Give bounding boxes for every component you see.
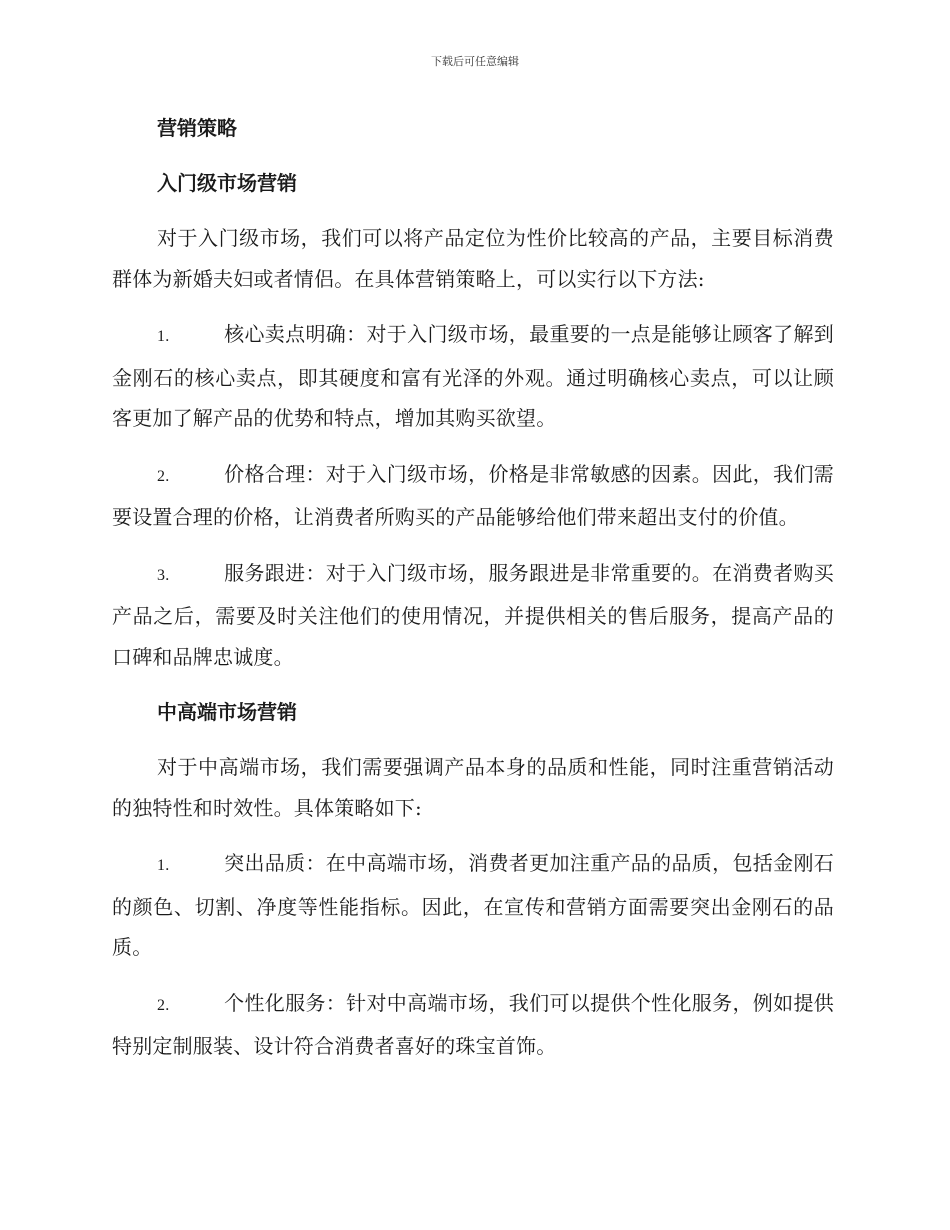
page-header-note: 下载后可任意编辑 [431, 55, 519, 68]
entry-market-heading: 入门级市场营销 [157, 171, 297, 195]
list-text: 价格合理：对于入门级市场，价格是非常敏感的因素。因此，我们需要设置合理的价格，让消费者所购买的产品能够给他们带来超出支付的价值。 [112, 461, 834, 529]
list-number: 1. [157, 857, 170, 874]
list-item [112, 454, 834, 538]
list-text: 突出品质：在中高端市场，消费者更加注重产品的品质，包括金刚石的颜色、切割、净度等性能指标。因此，在宣传和营销方面需要突出金刚石的品质。 [112, 851, 834, 959]
list-item [112, 314, 834, 439]
list-number: 3. [157, 566, 170, 584]
list-text: 个性化服务：针对中高端市场，我们可以提供个性化服务，例如提供特别定制服装、设计符合消费者喜好的珠宝首饰。 [112, 990, 834, 1058]
list-item [112, 983, 834, 1067]
entry-market-intro: 对于入门级市场，我们可以将产品定位为性价比较高的产品，主要目标消费群体为新婚夫妇或者情侣。在具体营销策略上，可以实行以下方法: [112, 226, 834, 291]
list-item [112, 553, 834, 678]
list-text: 核心卖点明确：对于入门级市场，最重要的一点是能够让顾客了解到金刚石的核心卖点，即其硬度和富有光泽的外观。通过明确核心卖点，可以让顾客更加了解产品的优势和特点，增加其购买欲望。 [112, 322, 834, 430]
list-number: 2. [157, 996, 170, 1014]
section-title: 营销策略 [157, 116, 237, 140]
list-number: 1. [157, 328, 170, 345]
list-item [112, 843, 834, 968]
premium-market-intro: 对于中高端市场，我们需要强调产品本身的品质和性能，同时注重营销活动的独特性和时效性。具体策略如下: [112, 755, 834, 820]
premium-market-heading: 中高端市场营销 [157, 700, 297, 724]
list-text: 服务跟进：对于入门级市场，服务跟进是非常重要的。在消费者购买产品之后，需要及时关注他们的使用情况，并提供相关的售后服务，提高产品的口碑和品牌忠诚度。 [112, 560, 834, 669]
list-number: 2. [157, 467, 170, 485]
document-body [112, 108, 834, 1082]
